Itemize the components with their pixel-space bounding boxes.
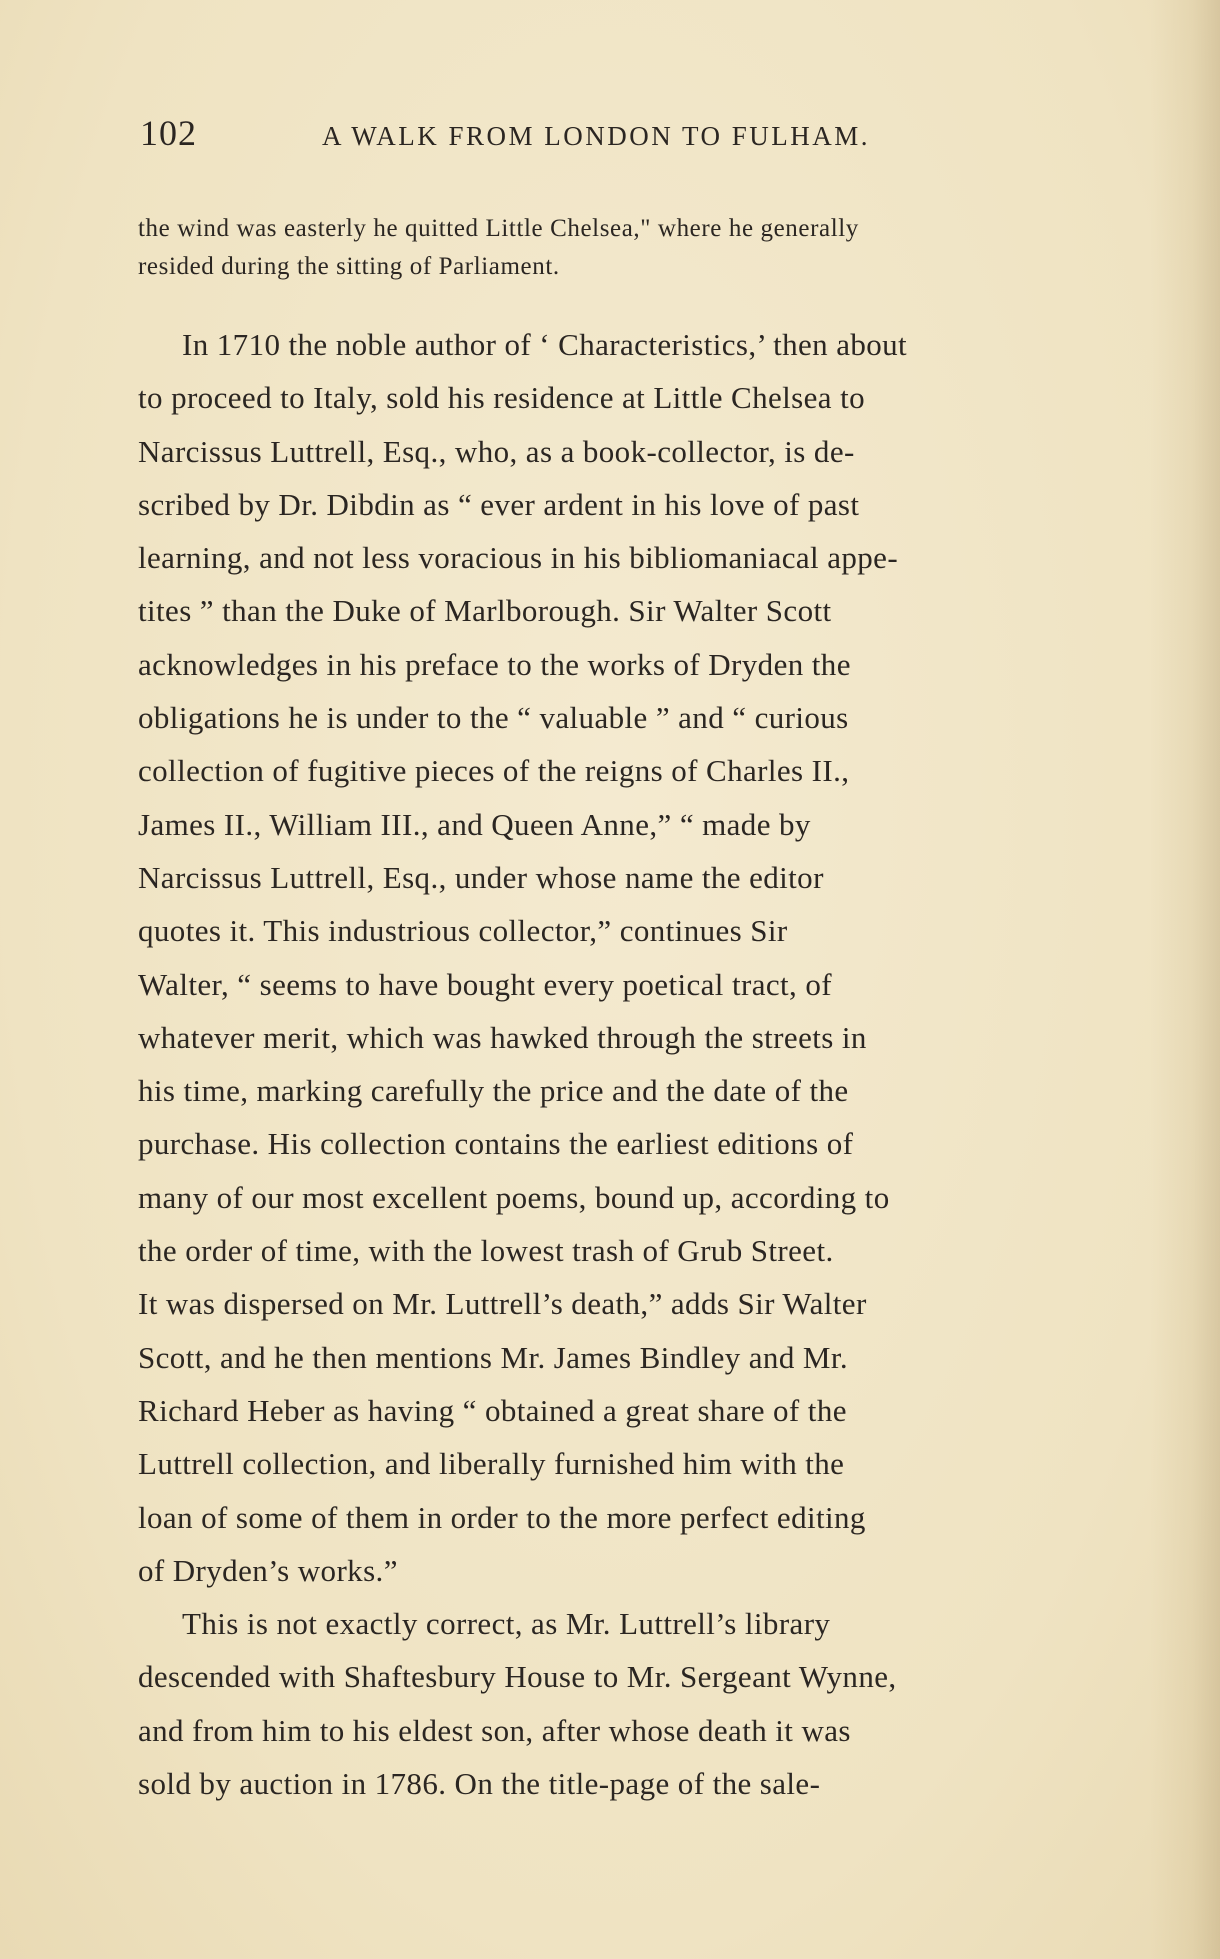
text-line: his time, marking carefully the price and the date of the <box>138 1073 849 1109</box>
footnote-line: the wind was easterly he quitted Little Chelsea," where he generally <box>138 215 859 242</box>
text-line: Luttrell collection, and liberally furnished him with the <box>138 1446 845 1482</box>
text-line: Richard Heber as having “ obtained a great share of the <box>138 1392 847 1428</box>
text-line: many of our most excellent poems, bound up, according to <box>138 1179 890 1215</box>
text-line: Narcissus Luttrell, Esq., under whose name the editor <box>138 859 824 895</box>
text-line: and from him to his eldest son, after whose death it was <box>138 1712 851 1748</box>
text-line: collection of fugitive pieces of the reigns of Charles II., <box>138 753 850 789</box>
page-edge-shadow <box>1150 0 1220 1959</box>
body-text <box>138 318 1150 1810</box>
text-line: sold by auction in 1786. On the title-page of the sale- <box>138 1766 821 1802</box>
text-line: Walter, “ seems to have bought every poetical tract, of <box>138 966 832 1002</box>
text-line: Narcissus Luttrell, Esq., who, as a book-collector, is de- <box>138 433 855 469</box>
text-line: tites ” than the Duke of Marlborough. Sir Walter Scott <box>138 593 832 629</box>
footnote-continuation <box>138 210 1150 286</box>
text-line: to proceed to Italy, sold his residence at Little Chelsea to <box>138 380 866 416</box>
text-line: purchase. His collection contains the earliest editions of <box>138 1126 854 1162</box>
paragraph-first-line: In 1710 the noble author of ‘ Characteristics,’ then about <box>182 327 908 362</box>
text-line: learning, and not less voracious in his bibliomaniacal appe- <box>138 540 899 576</box>
page-number: 102 <box>140 113 197 153</box>
text-line: the order of time, with the lowest trash of Grub Street. <box>138 1233 834 1269</box>
text-line: obligations he is under to the “ valuable ” and “ curious <box>138 700 849 736</box>
text-line: quotes it. This industrious collector,” continues Sir <box>138 913 788 949</box>
footnote-line: resided during the sitting of Parliament. <box>138 253 560 280</box>
running-title: A WALK FROM LONDON TO FULHAM. <box>322 121 871 151</box>
text-line: It was dispersed on Mr. Luttrell’s death,” adds Sir Walter <box>138 1286 867 1322</box>
text-line: scribed by Dr. Dibdin as “ ever ardent in his love of past <box>138 486 860 522</box>
paragraph-first-line: This is not exactly correct, as Mr. Luttrell’s library <box>182 1606 831 1642</box>
text-line: acknowledges in his preface to the works of Dryden the <box>138 646 851 682</box>
text-line: of Dryden’s works.” <box>138 1552 398 1588</box>
text-line: James II., William III., and Queen Anne,” “ made by <box>138 806 811 842</box>
text-line: loan of some of them in order to the more perfect editing <box>138 1499 866 1535</box>
text-line: descended with Shaftesbury House to Mr. Sergeant Wynne, <box>138 1659 897 1695</box>
text-line: Scott, and he then mentions Mr. James Bindley and Mr. <box>138 1339 849 1375</box>
page-header <box>140 112 980 162</box>
text-line: whatever merit, which was hawked through the streets in <box>138 1019 867 1055</box>
